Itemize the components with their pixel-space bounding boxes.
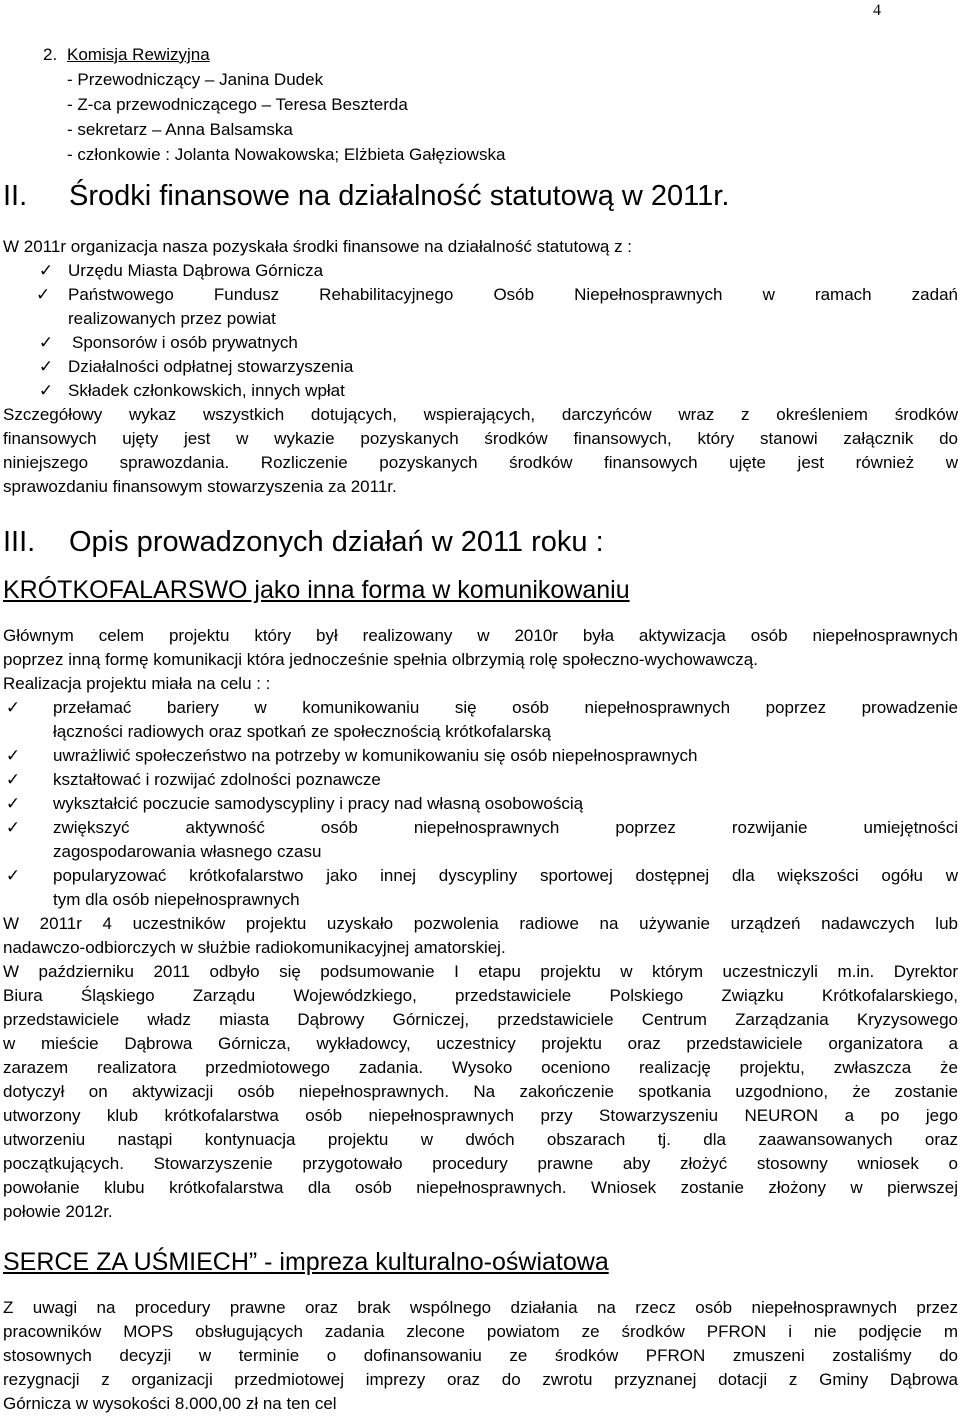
paragraph-line: rezygnacji z organizacji przedmiotowej imprezy oraz do zwrotu przyznanej dotacji z Gminy Dąbrowa <box>3 1370 958 1389</box>
list-item <box>3 744 958 768</box>
check-icon: ✓ <box>5 794 21 813</box>
paragraph-line: Z uwagi na procedury prawne oraz brak wspólnego działania na rzecz osób niepełnosprawnych przez <box>3 1298 958 1317</box>
list-item <box>36 355 958 379</box>
list-item-text: Działalności odpłatnej stowarzyszenia <box>68 357 354 376</box>
check-icon: ✓ <box>38 381 54 400</box>
paragraph-line: W 2011r 4 uczestników projektu uzyskało pozwolenia radiowe na używanie urządzeń nadawczych lub <box>3 914 958 933</box>
list-item-text: wykształcić poczucie samodyscypliny i pracy nad własną osobowością <box>53 794 584 813</box>
list-item <box>3 792 958 816</box>
list-item <box>36 259 958 283</box>
paragraph-line: Biura Śląskiego Zarządu Wojewódzkiego, przedstawiciele Polskiego Związku Krótkofalarskiego, <box>3 986 958 1005</box>
list-item <box>3 864 958 912</box>
paragraph-line: utworzeniu nastąpi kontynuacja projektu w dwóch obszarach tj. dla zaawansowanych oraz <box>3 1130 958 1149</box>
paragraph-line: Realizacja projektu miała na celu : : <box>3 674 271 693</box>
list-item-text: popularyzować krótkofalarstwo jako innej dyscypliny sportowej dostępnej dla większości ogółu w <box>53 866 958 885</box>
project-serce-paragraph <box>3 1296 958 1416</box>
paragraph-line: powołanie klubu krótkofalarstwa dla osób niepełnosprawnych. Wniosek zostanie złożony w pierwszej <box>3 1178 958 1197</box>
list-item-text: Sponsorów i osób prywatnych <box>72 333 298 352</box>
list-item-text: tym dla osób niepełnosprawnych <box>53 890 300 909</box>
list-item-text: uwrażliwić społeczeństwo na potrzeby w komunikowaniu się osób niepełnosprawnych <box>53 746 698 765</box>
list-item <box>3 696 958 744</box>
komisja-member: - sekretarz – Anna Balsamska <box>67 120 293 139</box>
check-icon: ✓ <box>5 698 21 717</box>
paragraph-line: Szczegółowy wykaz wszystkich dotujących, wspierających, darczyńców wraz z określeniem środków <box>3 405 958 424</box>
paragraph-line: połowie 2012r. <box>3 1202 113 1221</box>
check-icon: ✓ <box>5 746 21 765</box>
check-icon: ✓ <box>38 261 54 280</box>
intro-text: W 2011r organizacja nasza pozyskała środki finansowe na działalność statutową z : <box>3 237 633 256</box>
paragraph-line: przedstawiciele władz miasta Dąbrowy Górniczej, przedstawiciele Centrum Zarządzania Kryzysowego <box>3 1010 958 1029</box>
project-krotkofalarstwo-paragraph-2 <box>3 960 958 1224</box>
check-icon: ✓ <box>5 770 21 789</box>
komisja-member: - członkowie : Jolanta Nowakowska; Elżbieta Gałęziowska <box>67 145 506 164</box>
section-2-roman: II. <box>3 180 28 212</box>
page-number: 4 <box>873 2 881 19</box>
check-icon: ✓ <box>38 333 54 352</box>
komisja-member: - Z-ca przewodniczącego – Teresa Beszterda <box>67 95 408 114</box>
list-item-text: przełamać bariery w komunikowaniu się osób niepełnosprawnych poprzez prowadzenie <box>53 698 958 717</box>
list-item-text: realizowanych przez powiat <box>68 309 276 328</box>
project-serce-heading: SERCE ZA UŚMIECH” - impreza kulturalno-oświatowa <box>3 1248 609 1276</box>
list-item <box>3 768 958 792</box>
list-item-text: Państwowego Fundusz Rehabilitacyjnego Osób Niepełnosprawnych w ramach zadań <box>68 285 958 304</box>
check-icon: ✓ <box>5 866 21 885</box>
paragraph-line: dotyczył on aktywizacji osób niepełnosprawnych. Na zakończenie spotkania uzgodniono, że zostanie <box>3 1082 958 1101</box>
paragraph-line: niniejszego sprawozdania. Rozliczenie pozyskanych środków finansowych ujęte jest również w <box>3 453 958 472</box>
list-item-text: zagospodarowania własnego czasu <box>53 842 322 861</box>
list-item-text: łączności radiowych oraz spotkań ze społecznością krótkofalarską <box>53 722 551 741</box>
paragraph-line: Głównym celem projektu który był realizowany w 2010r była aktywizacja osób niepełnosprawnych <box>3 626 958 645</box>
list-item-text: Urzędu Miasta Dąbrowa Górnicza <box>68 261 324 280</box>
list-item-text: Składek członkowskich, innych wpłat <box>68 381 345 400</box>
komisja-member: - Przewodniczący – Janina Dudek <box>67 70 324 89</box>
section-3-roman: III. <box>3 526 36 558</box>
section-2-intro <box>3 235 958 259</box>
funding-sources-list <box>36 259 958 403</box>
paragraph-line: początkujących. Stowarzyszenie przygotowało procedury prawne aby złożyć stosowny wniosek o <box>3 1154 958 1173</box>
list-item <box>36 379 958 403</box>
paragraph-line: nadawczo-odbiorczych w służbie radiokomunikacyjnej amatorskiej. <box>3 938 506 957</box>
paragraph-line: pracowników MOPS obsługujących zadania zlecone powiatom ze środków PFRON i nie podjęcie m <box>3 1322 958 1341</box>
section-3-heading <box>3 524 903 560</box>
paragraph-line: zarazem realizatora przedmiotowego zadania. Wysoko oceniono realizację projektu, zwłaszcza że <box>3 1058 958 1077</box>
list-item <box>36 331 958 355</box>
check-icon: ✓ <box>38 357 54 376</box>
list-item <box>3 816 958 864</box>
section-2-paragraph <box>3 403 958 499</box>
check-icon: ✓ <box>5 818 21 837</box>
section-2-title: Środki finansowe na działalność statutową w 2011r. <box>69 180 730 212</box>
komisja-heading <box>43 42 643 67</box>
check-icon: ✓ <box>36 285 51 304</box>
section-3-title: Opis prowadzonych działań w 2011 roku : <box>69 526 604 558</box>
project-krotkofalarstwo-heading: KRÓTKOFALARSWO jako inna forma w komunikowaniu <box>3 576 630 604</box>
paragraph-line: stosownych decyzji w terminie o dofinansowaniu ze środków PFRON zmuszeni zostaliśmy do <box>3 1346 958 1365</box>
paragraph-line: W październiku 2011 odbyło się podsumowanie I etapu projektu w którym uczestniczyli m.in. Dyrektor <box>3 962 958 981</box>
section-2-heading <box>3 178 903 214</box>
project-krotkofalarstwo-intro <box>3 624 958 696</box>
paragraph-line: Górnicza w wysokości 8.000,00 zł na ten cel <box>3 1394 337 1413</box>
komisja-title: Komisja Rewizyjna <box>67 45 210 64</box>
paragraph-line: w mieście Dąbrowa Górnicza, wykładowcy, uczestnicy projektu oraz przedstawiciele organizatora a <box>3 1034 958 1053</box>
project-krotkofalarstwo-paragraph-1 <box>3 912 958 960</box>
komisja-number: 2. <box>43 45 58 64</box>
list-item <box>36 283 958 307</box>
list-item-text: zwiększyć aktywność osób niepełnosprawnych poprzez rozwijanie umiejętności <box>53 818 958 837</box>
list-item-text: kształtować i rozwijać zdolności poznawcze <box>53 770 381 789</box>
komisja-rewizyjna-block <box>43 42 643 167</box>
paragraph-line: utworzony klub krótkofalarstwa osób niepełnosprawnych przy Stowarzyszeniu NEURON a po jego <box>3 1106 958 1125</box>
paragraph-line: sprawozdaniu finansowym stowarzyszenia za 2011r. <box>3 477 397 496</box>
paragraph-line: finansowych ujęty jest w wykazie pozyskanych środków finansowych, który stanowi załącznik do <box>3 429 958 448</box>
list-item-continuation <box>36 307 958 331</box>
project-goals-list <box>3 696 958 912</box>
paragraph-line: poprzez inną formę komunikacji która jednocześnie spełnia olbrzymią rolę społeczno-wychowawczą. <box>3 650 758 669</box>
